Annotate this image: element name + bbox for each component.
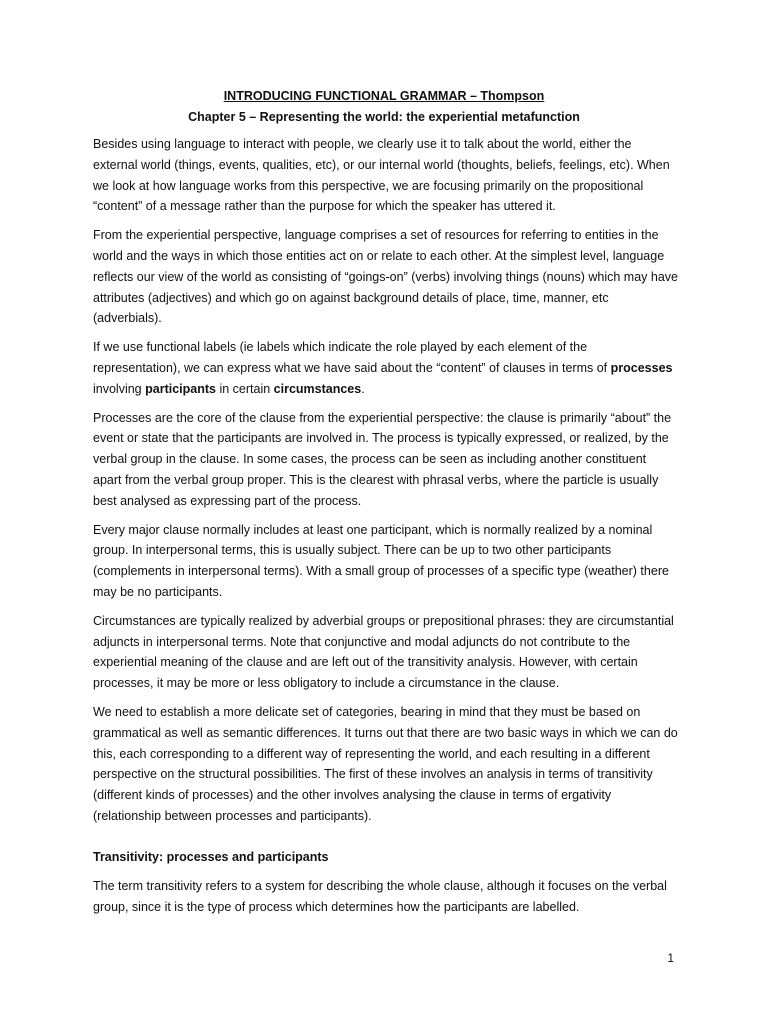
paragraph-circumstances: Circumstances are typically realized by adverbial groups or prepositional phrases: they are circumstantial adjuncts in interpersonal terms. Note that conjunctive and modal adjuncts do not contribute to the experiential meaning of the clause and are left out of the transitivity analysis. However, with certain processes, it may be more or less obligatory to include a circumstance in the clause.	[93, 613, 674, 691]
document-title: INTRODUCING FUNCTIONAL GRAMMAR – Thompson	[223, 89, 545, 103]
paragraph-intro: Besides using language to interact with people, we clearly use it to talk about the world, either the external world (things, events, qualities, etc), or our internal world (thoughts, beliefs, feelings, etc). When we look at how language works from this perspective, we are focusing primarily on the propositional “content” of a message rather than the purpose for which the speaker has uttered it.	[93, 137, 670, 214]
text-run: If we use functional labels (ie labels which indicate the role played by each element of the representation), we can express what we have said about the “content” of clauses in terms of	[93, 340, 611, 375]
page-number: 1	[667, 951, 674, 965]
document-header	[0, 86, 768, 127]
paragraph-experiential-perspective: From the experiential perspective, language comprises a set of resources for referring to entities in the world and the ways in which those entities act on or relate to each other. At the simplest level, language reflects our view of the world as consisting of “goings-on” (verbs) involving things (nouns) which may have attributes (adjectives) and which go on against background details of place, time, manner, etc (adverbials).	[93, 228, 678, 326]
text-run: in certain	[215, 381, 274, 396]
text-run: .	[361, 381, 365, 396]
document-body	[93, 134, 678, 925]
section-heading-transitivity: Transitivity: processes and participants	[93, 849, 329, 864]
term-participants: participants	[145, 381, 216, 396]
paragraph-processes: Processes are the core of the clause from the experiential perspective: the clause is primarily “about” the event or state that the participants are involved in. The process is typically expressed, or realized, by the verbal group in the clause. In some cases, the process can be seen as including another constituent apart from the verbal group proper. This is the clearest with phrasal verbs, where the particle is usually best analysed as expressing part of the process.	[93, 410, 672, 508]
paragraph-transitivity: The term transitivity refers to a system for describing the whole clause, although it focuses on the verbal group, since it is the type of process which determines how the participants are labelled.	[93, 878, 667, 914]
paragraph-participants: Every major clause normally includes at least one participant, which is normally realized by a nominal group. In interpersonal terms, this is usually subject. There can be up to two other participants (complements in interpersonal terms). With a small group of processes of a specific type (weather) there may be no participants.	[93, 522, 669, 599]
paragraph-functional-labels	[93, 337, 678, 399]
term-processes: processes	[610, 360, 673, 375]
chapter-title: Chapter 5 – Representing the world: the experiential metafunction	[188, 110, 580, 124]
term-circumstances: circumstances	[273, 381, 362, 396]
paragraph-categories: We need to establish a more delicate set of categories, bearing in mind that they must be based on grammatical as well as semantic differences. It turns out that there are two basic ways in which we can do this, each corresponding to a different way of representing the world, and each resulting in a different perspective on the structural possibilities. The first of these involves an analysis in terms of transitivity (different kinds of processes) and the other involves analysing the clause in terms of ergativity (relationship between processes and participants).	[93, 704, 678, 823]
text-run: involving	[93, 381, 146, 396]
